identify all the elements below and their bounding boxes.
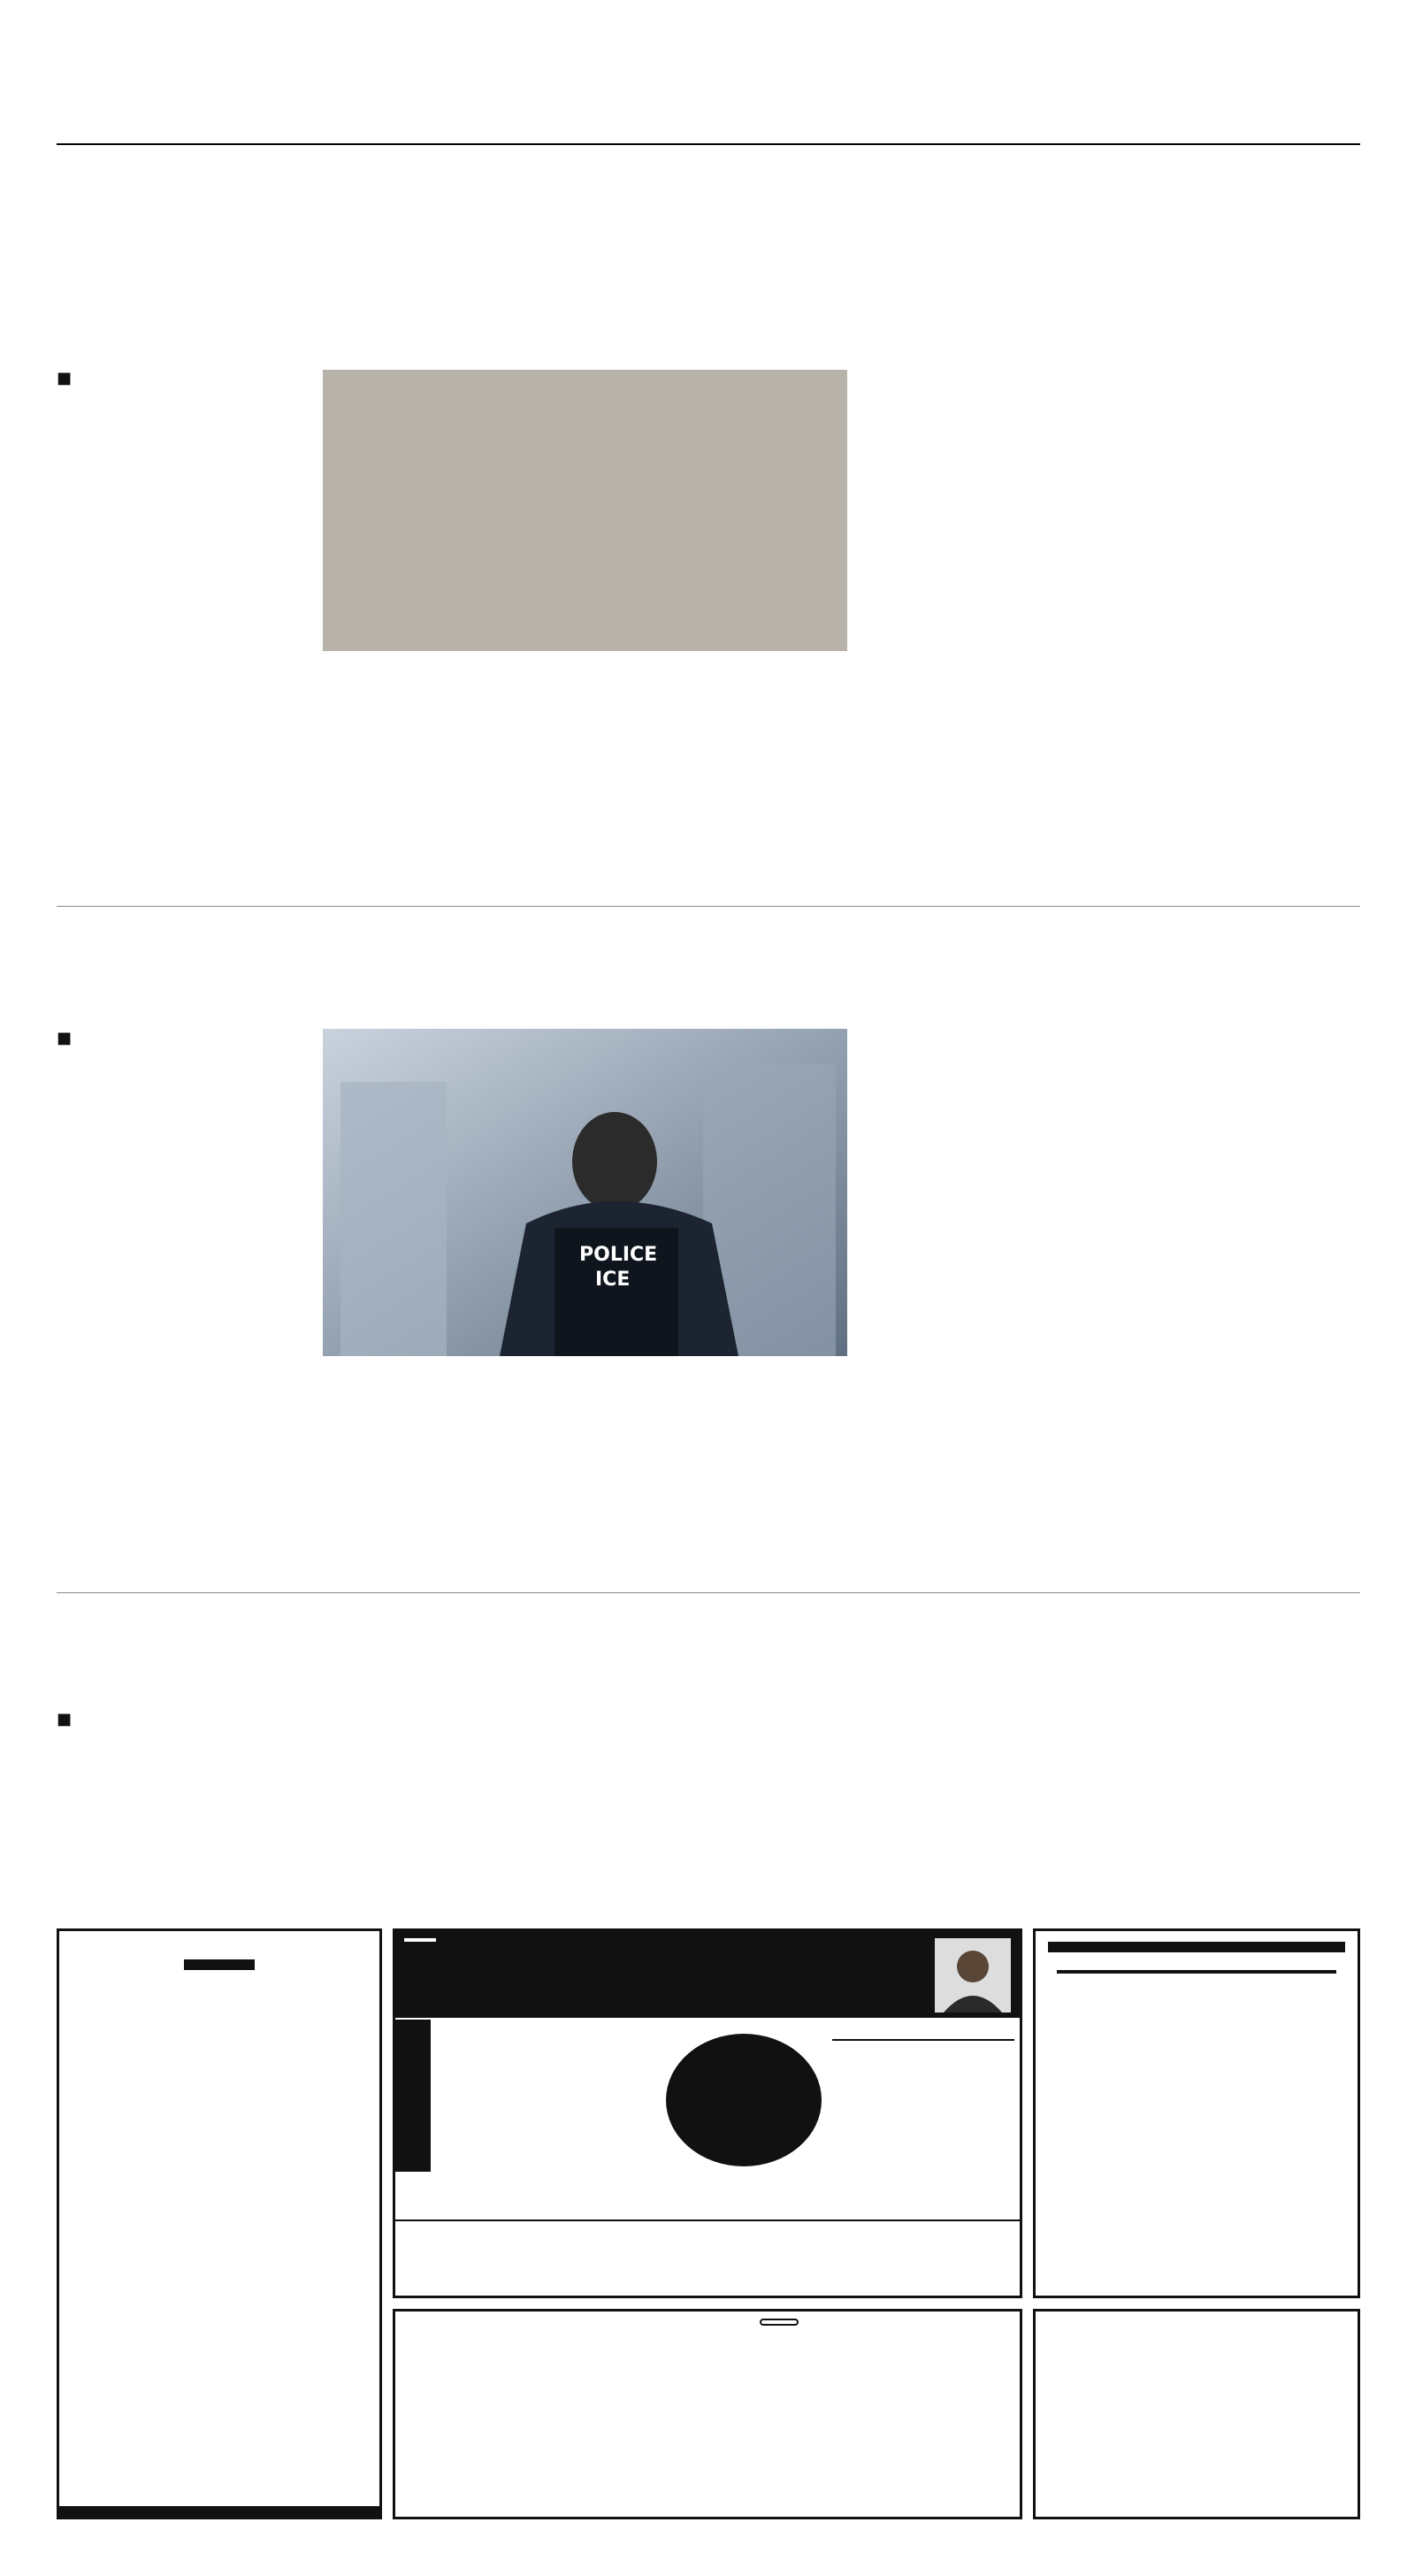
jc-contact [59,2506,379,2517]
article2-col5 [1120,1026,1360,1580]
divider [57,906,1360,907]
article1-col1 [57,366,302,893]
article1-col2 [323,688,569,893]
article3-col2 [323,1707,569,1904]
article2-col1 [57,1026,302,1580]
article3-byline [57,1707,302,1732]
article2-col4 [865,1026,1102,1580]
meer-special-box [832,2030,1014,2046]
article2-col3 [588,1392,847,1580]
vape-shelf-image [323,370,847,651]
ad-jc-law-group[interactable] [57,1928,382,2519]
kai-phone [1057,1970,1336,1974]
header-rule [57,143,1360,145]
meer-side-label [395,2020,431,2172]
article3-col1 [57,1707,302,1904]
ice-agent-image [323,1029,847,1356]
meer-bail-bubble [666,2034,822,2166]
meer-tag [404,1938,436,1942]
article3-col5 [1120,1608,1360,1904]
jc-description [59,1947,379,1954]
vest-label-police: POLICE [579,1244,658,1266]
meer-contact [395,2220,1020,2232]
qr-code[interactable] [1257,2421,1345,2510]
article2-byline [57,1026,302,1051]
jc-badge [184,1959,255,1970]
page-date [57,99,64,120]
guo-badge [760,2319,799,2326]
article1-col4 [865,366,1102,893]
ad-kaisa-liu[interactable] [1033,1928,1360,2298]
lawyer-portrait [935,1938,1011,2012]
meer-header [395,1931,1020,2018]
article1-col3 [588,688,847,893]
article2-photo [323,1029,847,1356]
article1-col5 [1120,366,1360,893]
article3-col4 [865,1707,1102,1904]
article3-col3 [588,1707,847,1904]
meer-special-note [832,2039,1014,2046]
vest-label-ice: ICE [595,1269,631,1291]
kai-subtitle [1048,1942,1345,1952]
ad-guo-associates[interactable] [393,2309,1022,2519]
ad-book[interactable] [1033,2309,1360,2519]
kai-services [1036,1959,1358,1963]
divider [57,1592,1360,1593]
article1-photo [323,370,847,651]
article2-col2 [323,1392,569,1580]
ad-meer-rahman[interactable] [393,1928,1022,2298]
article1-byline [57,366,302,391]
